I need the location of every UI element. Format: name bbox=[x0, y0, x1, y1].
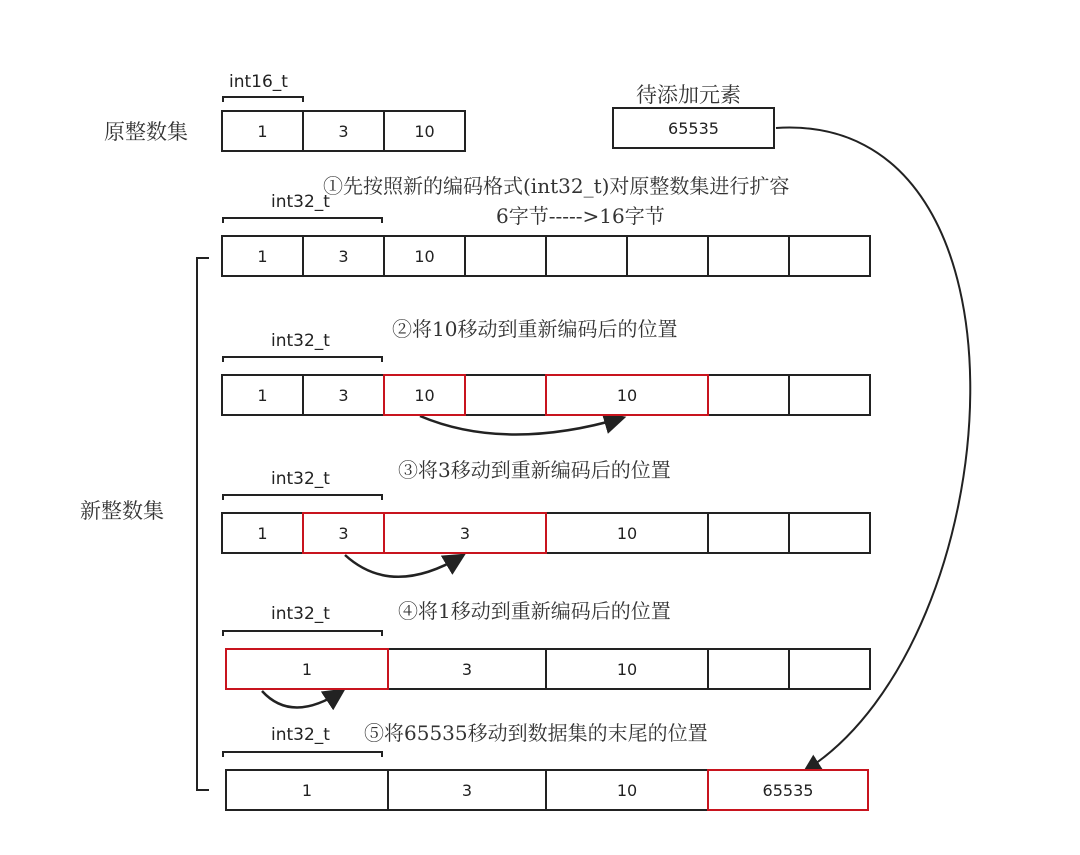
add-element-cell: 65535 bbox=[612, 107, 775, 149]
step4-int32-label: int32_t bbox=[271, 604, 330, 624]
new-set-brace bbox=[197, 258, 209, 790]
step2-int32-label: int32_t bbox=[271, 331, 330, 351]
step3-cell-2: 3 bbox=[302, 512, 385, 554]
step5-text: ⑤将65535移动到数据集的末尾的位置 bbox=[364, 721, 708, 745]
step1-cell-1: 1 bbox=[221, 235, 304, 277]
step2-text: ②将10移动到重新编码后的位置 bbox=[392, 317, 678, 341]
step1-int32-label: int32_t bbox=[271, 192, 330, 212]
to-add-label: 待添加元素 bbox=[636, 83, 741, 107]
step2-move-arrow bbox=[420, 416, 622, 435]
step5-cell-4: 65535 bbox=[707, 769, 869, 811]
step4-cell-3: 10 bbox=[545, 648, 709, 690]
step3-int32-label: int32_t bbox=[271, 469, 330, 489]
orig-cell-3: 10 bbox=[383, 110, 466, 152]
step5-cell-1: 1 bbox=[225, 769, 389, 811]
int16-label: int16_t bbox=[229, 72, 288, 92]
step2-cell-2: 3 bbox=[302, 374, 385, 416]
step5-cell-2: 3 bbox=[387, 769, 547, 811]
orig-cell-1: 1 bbox=[221, 110, 304, 152]
step5-cell-3: 10 bbox=[545, 769, 709, 811]
step3-cell-4: 10 bbox=[545, 512, 709, 554]
step3-move-arrow bbox=[345, 555, 462, 577]
step2-cell-1: 1 bbox=[221, 374, 304, 416]
orig-cell-2: 3 bbox=[302, 110, 385, 152]
step2-cell-3: 10 bbox=[383, 374, 466, 416]
step1-cell-3: 10 bbox=[383, 235, 466, 277]
step4-cell-1: 1 bbox=[225, 648, 389, 690]
original-set-label: 原整数集 bbox=[104, 120, 188, 144]
step5-int32-label: int32_t bbox=[271, 725, 330, 745]
step3-text: ③将3移动到重新编码后的位置 bbox=[398, 458, 671, 482]
step1-text: ①先按照新的编码格式(int32_t)对原整数集进行扩容 bbox=[323, 174, 790, 198]
step1-cell-2: 3 bbox=[302, 235, 385, 277]
step4-cell-2: 3 bbox=[387, 648, 547, 690]
step3-cell-3: 3 bbox=[383, 512, 547, 554]
add-element-arrow bbox=[776, 128, 970, 770]
step4-text: ④将1移动到重新编码后的位置 bbox=[398, 599, 671, 623]
step3-cell-1: 1 bbox=[221, 512, 304, 554]
new-set-label: 新整数集 bbox=[80, 499, 164, 523]
step1-subtext: 6字节----->16字节 bbox=[496, 204, 665, 228]
step4-move-arrow bbox=[262, 691, 342, 708]
step2-cell-5: 10 bbox=[545, 374, 709, 416]
